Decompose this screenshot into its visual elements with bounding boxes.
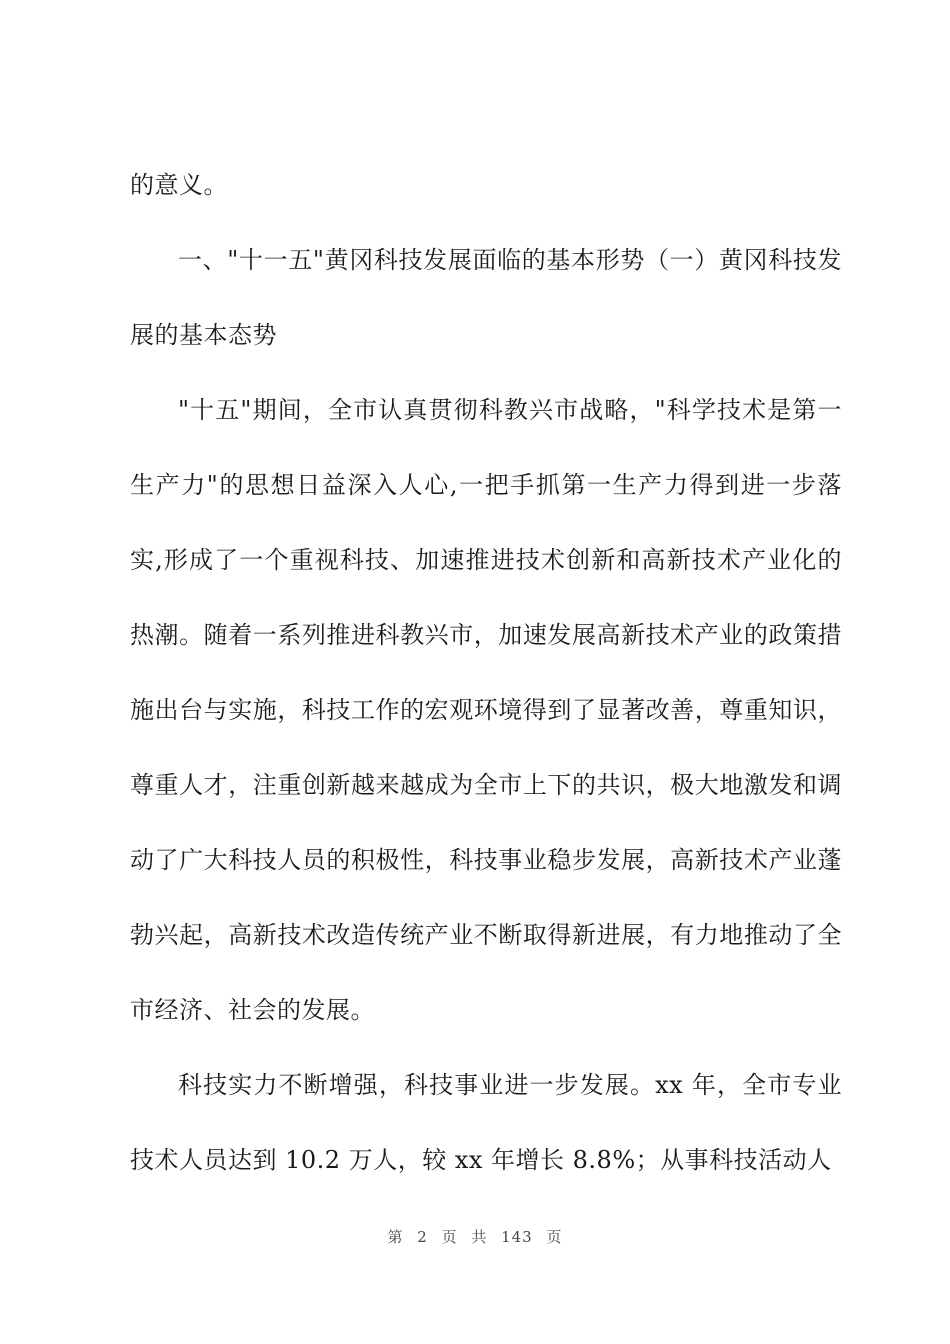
paragraph-strength: 科技实力不断增强，科技事业进一步发展。xx 年，全市专业技术人员达到 10.2 万人，较 xx 年增长 8.8%；从事科技活动人 [130, 1071, 842, 1174]
document-body [130, 148, 842, 1198]
section-heading: 一、"十一五"黄冈科技发展面临的基本形势（一）黄冈科技发展的基本态势 [130, 246, 842, 349]
page-number-footer: 第 2 页 共 143 页 [387, 1228, 563, 1246]
paragraph-overview: "十五"期间，全市认真贯彻科教兴市战略，"科学技术是第一生产力"的思想日益深入人心,一把手抓第一生产力得到进一步落实,形成了一个重视科技、加速推进技术创新和高新技术产业化的热潮。随着一系列推进科教兴市，加速发展高新技术产业的政策措施出台与实施，科技工作的宏观环境得到了显著改善，尊重知识，尊重人才，注重创新越来越成为全市上下的共识，极大地激发和调动了广大科技人员的积极性，科技事业稳步发展，高新技术产业蓬勃兴起，高新技术改造传统产业不断取得新进展，有力地推动了全市经济、社会的发展。 [130, 396, 842, 1024]
paragraph-continuation: 的意义。 [130, 171, 228, 199]
